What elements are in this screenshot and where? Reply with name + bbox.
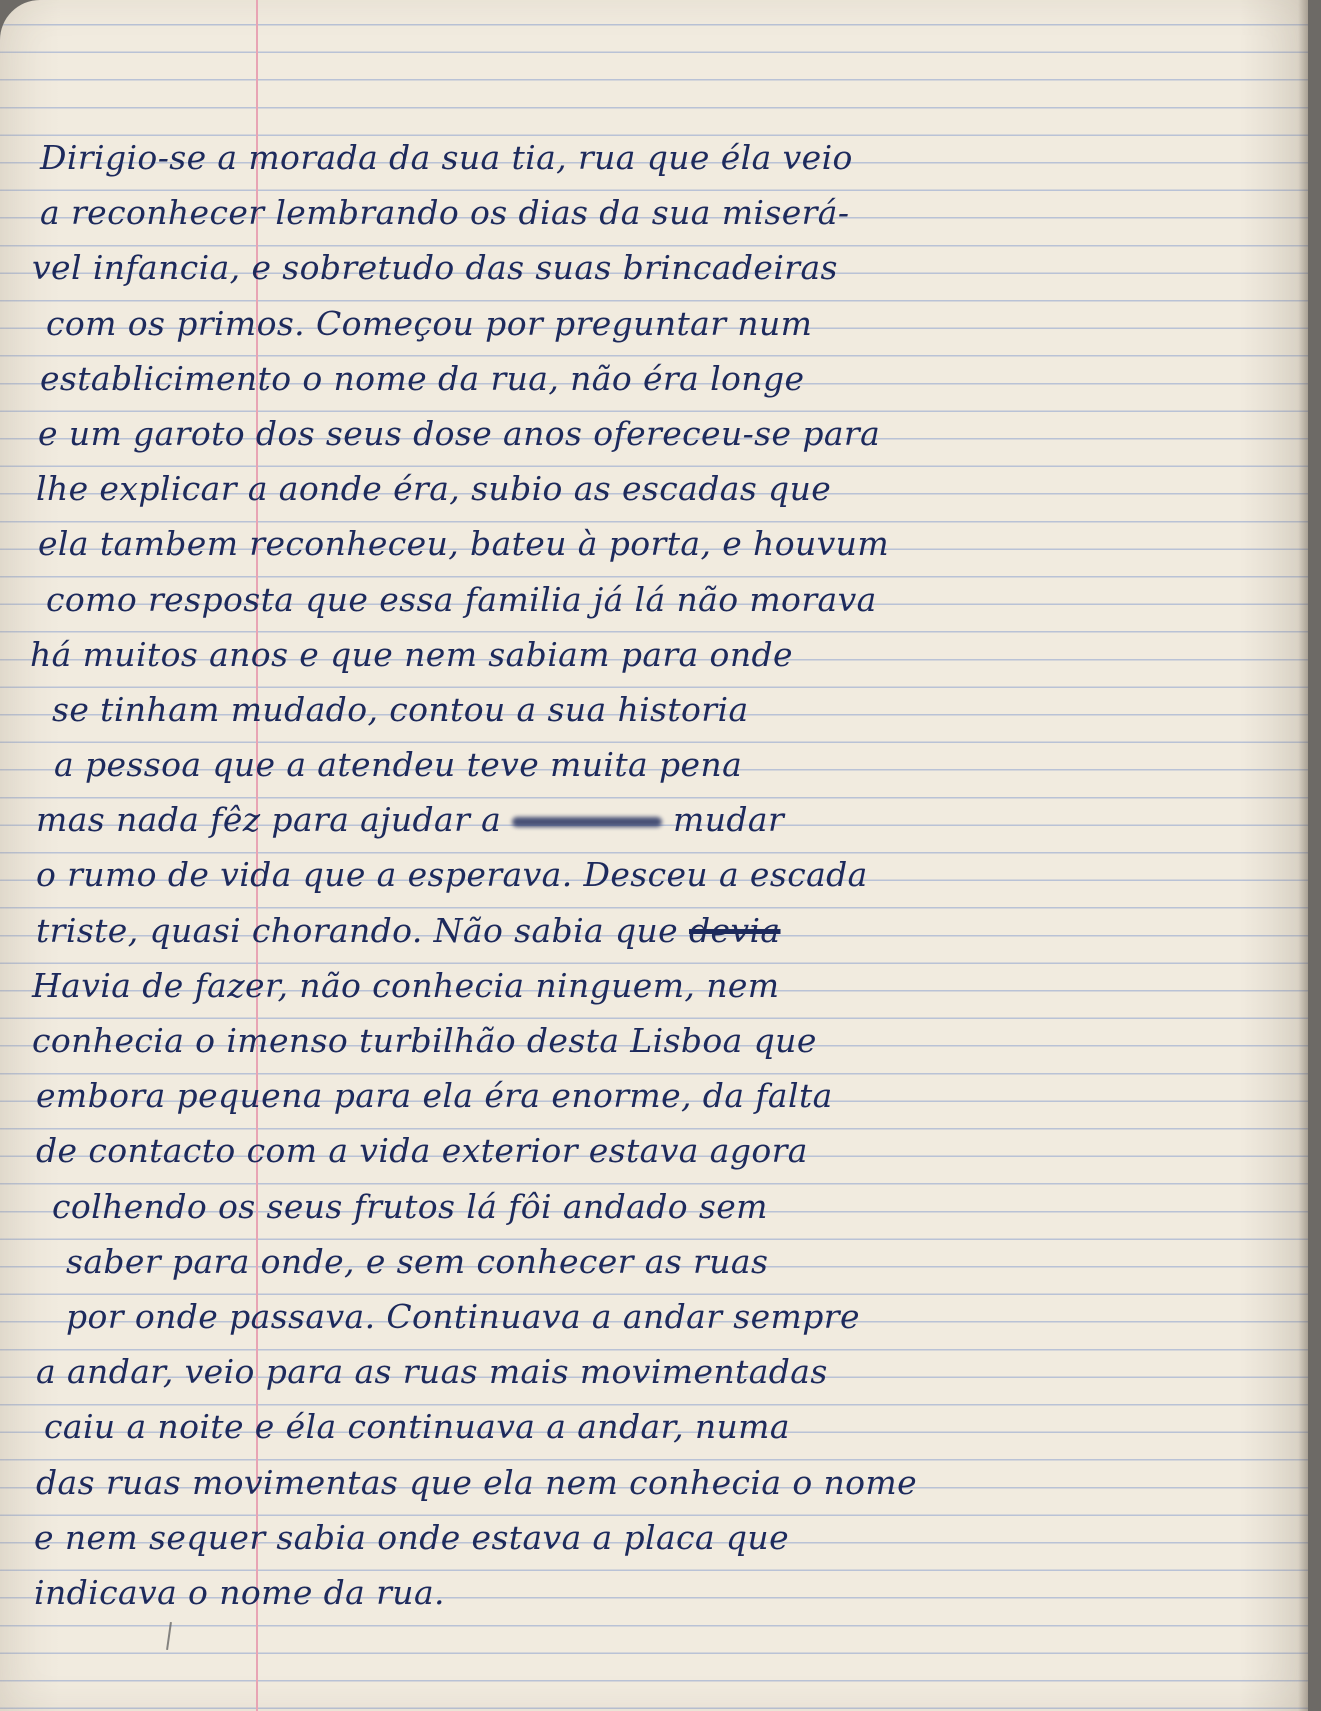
text-line: conhecia o imenso turbilhão desta Lisboa que [32,1021,817,1060]
text-line [36,903,1286,958]
text-line: a pessoa que a atendeu teve muita pena [54,745,743,785]
text-line: com os primos. Começou por preguntar num [46,303,813,343]
text-line: embora pequena para ela éra enorme, da falta [36,1076,833,1116]
line-text: mas nada fêz para ajudar a [36,800,502,840]
text-line: a andar, veio para as ruas mais movimentadas [36,1352,828,1392]
text-line: por onde passava. Continuava a andar sempre [66,1296,860,1336]
line-text: mudar [673,800,785,840]
struck-word: devia [688,910,781,950]
text-line: Dirigio-se a morada da sua tia, rua que éla veio [40,138,853,177]
text-line: vel infancia, e sobretudo das suas brincadeiras [32,248,838,288]
text-line: indicava o nome da rua. [34,1572,445,1612]
line-text: triste, quasi chorando. Não sabia que [36,910,679,950]
text-line: há muitos anos e que nem sabiam para onde [30,634,793,674]
text-line: das ruas movimentas que ela nem conhecia o nome [36,1462,918,1502]
text-line: de contacto com a vida exterior estava agora [36,1131,808,1171]
text-line: como resposta que essa familia já lá não morava [46,579,877,619]
page-edge-shadow [1298,0,1308,1711]
pencil-mark [166,1622,172,1650]
text-line: a reconhecer lembrando os dias da sua miserá- [40,193,850,233]
crossed-out-word [512,817,662,827]
text-line: lhe explicar a aonde éra, subio as escadas que [36,469,832,509]
text-line: e um garoto dos seus dose anos ofereceu-se para [38,413,881,453]
text-line: saber para onde, e sem conhecer as ruas [66,1241,769,1281]
text-line: colhendo os seus frutos lá fôi andado sem [52,1186,768,1226]
text-line: se tinham mudado, contou a sua historia [52,689,749,729]
text-line: o rumo de vida que a esperava. Desceu a escada [36,855,868,895]
text-line: caiu a noite e éla continuava a andar, numa [44,1407,790,1447]
text-line: Havia de fazer, não conhecia ninguem, nem [32,965,780,1005]
text-line [36,792,1286,847]
text-line: ela tambem reconheceu, bateu à porta, e houvum [38,524,890,564]
text-line: e nem sequer sabia onde estava a placa que [34,1517,790,1557]
text-line: establicimento o nome da rua, não éra longe [40,358,805,398]
handwritten-text [30,130,1286,1620]
